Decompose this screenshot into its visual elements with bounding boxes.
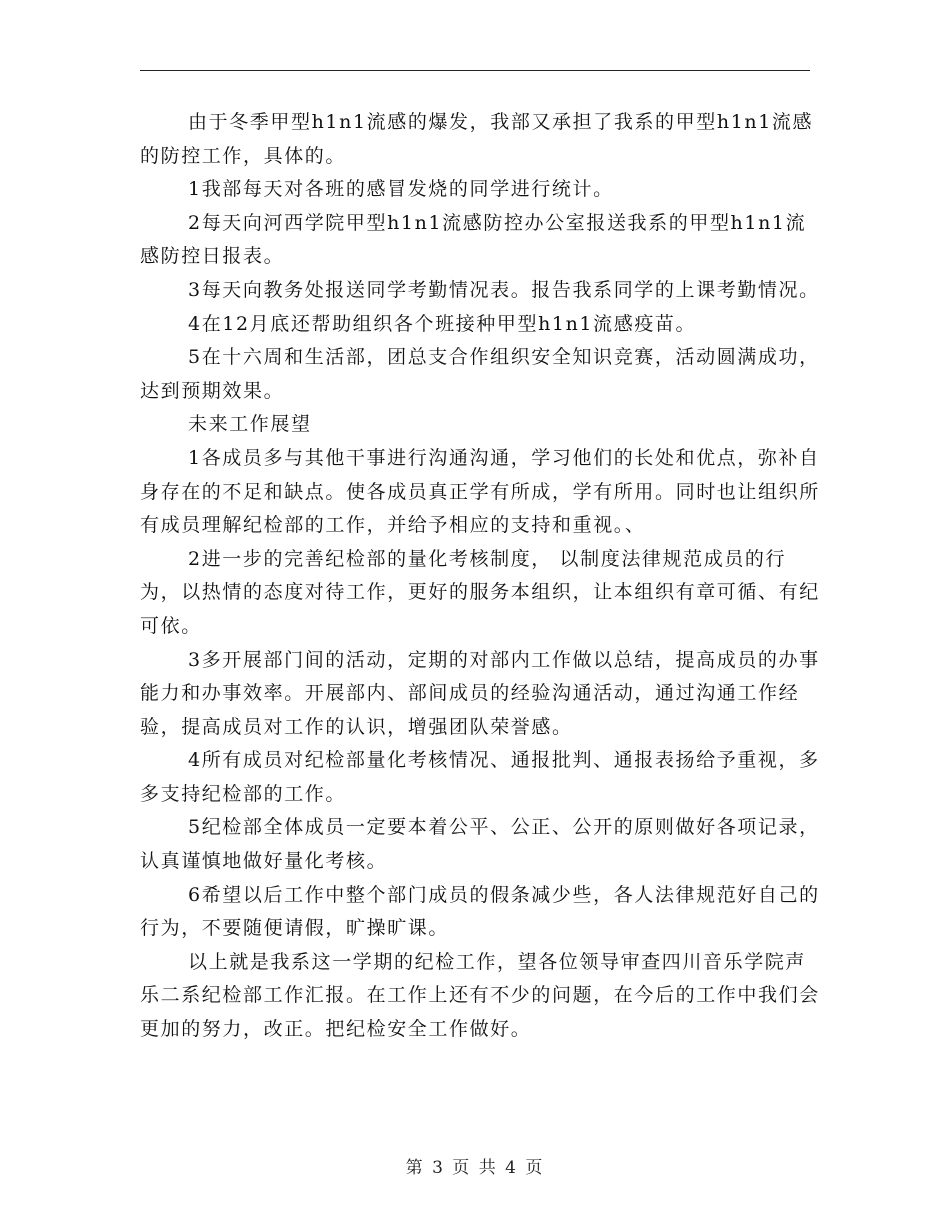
paragraph: 2每天向河西学院甲型h1n1流感防控办公室报送我系的甲型h1n1流感防控日报表。: [140, 211, 807, 268]
paragraph: 以上就是我系这一学期的纪检工作，望各位领导审查四川音乐学院声乐二系纪检部工作汇报。在工作上还有不少的问题，在今后的工作中我们会更加的努力，改正。把纪检安全工作做好。: [140, 950, 820, 1041]
paragraph: 3多开展部门间的活动，定期的对部内工作做以总结，提高成员的办事能力和办事效率。开展部内、部间成员的经验沟通活动，通过沟通工作经验，提高成员对工作的认识，增强团队荣誉感。: [140, 648, 820, 738]
page-number: 第 3 页 共 4 页: [405, 1158, 545, 1178]
header-rule: [140, 70, 810, 71]
paragraph: 6希望以后工作中整个部门成员的假条减少些，各人法律规范好自己的行为，不要随便请假，旷操旷课。: [140, 883, 820, 940]
section-heading: 未来工作展望: [188, 413, 312, 436]
paragraph: 4所有成员对纪检部量化考核情况、通报批判、通报表扬给予重视，多多支持纪检部的工作。: [140, 749, 820, 805]
paragraph: 由于冬季甲型h1n1流感的爆发，我部又承担了我系的甲型h1n1流感的防控工作，具体的。: [140, 111, 814, 167]
paragraph: 2进一步的完善纪检部的量化考核制度， 以制度法律规范成员的行为，以热情的态度对待工作，更好的服务本组织，让本组织有章可循、有纪可依。: [140, 547, 820, 637]
page-footer: [0, 1153, 950, 1178]
paragraph: 5在十六周和生活部，团总支合作组织安全知识竞赛，活动圆满成功，达到预期效果。: [140, 346, 820, 402]
paragraph: 1各成员多与其他干事进行沟通沟通，学习他们的长处和优点，弥补自身存在的不足和缺点。使各成员真正学有所成，学有所用。同时也让组织所有成员理解纪检部的工作，并给予相应的支持和重视。、: [140, 446, 820, 537]
paragraph: 3每天向教务处报送同学考勤情况表。报告我系同学的上课考勤情况。: [188, 278, 820, 301]
paragraph: 4在12月底还帮助组织各个班接种甲型h1n1流感疫苗。: [188, 312, 697, 335]
document-body: [140, 106, 820, 1047]
paragraph: 1我部每天对各班的感冒发烧的同学进行统计。: [188, 178, 614, 201]
paragraph: 5纪检部全体成员一定要本着公平、公正、公开的原则做好各项记录，认真谨慎地做好量化考核。: [140, 816, 820, 873]
